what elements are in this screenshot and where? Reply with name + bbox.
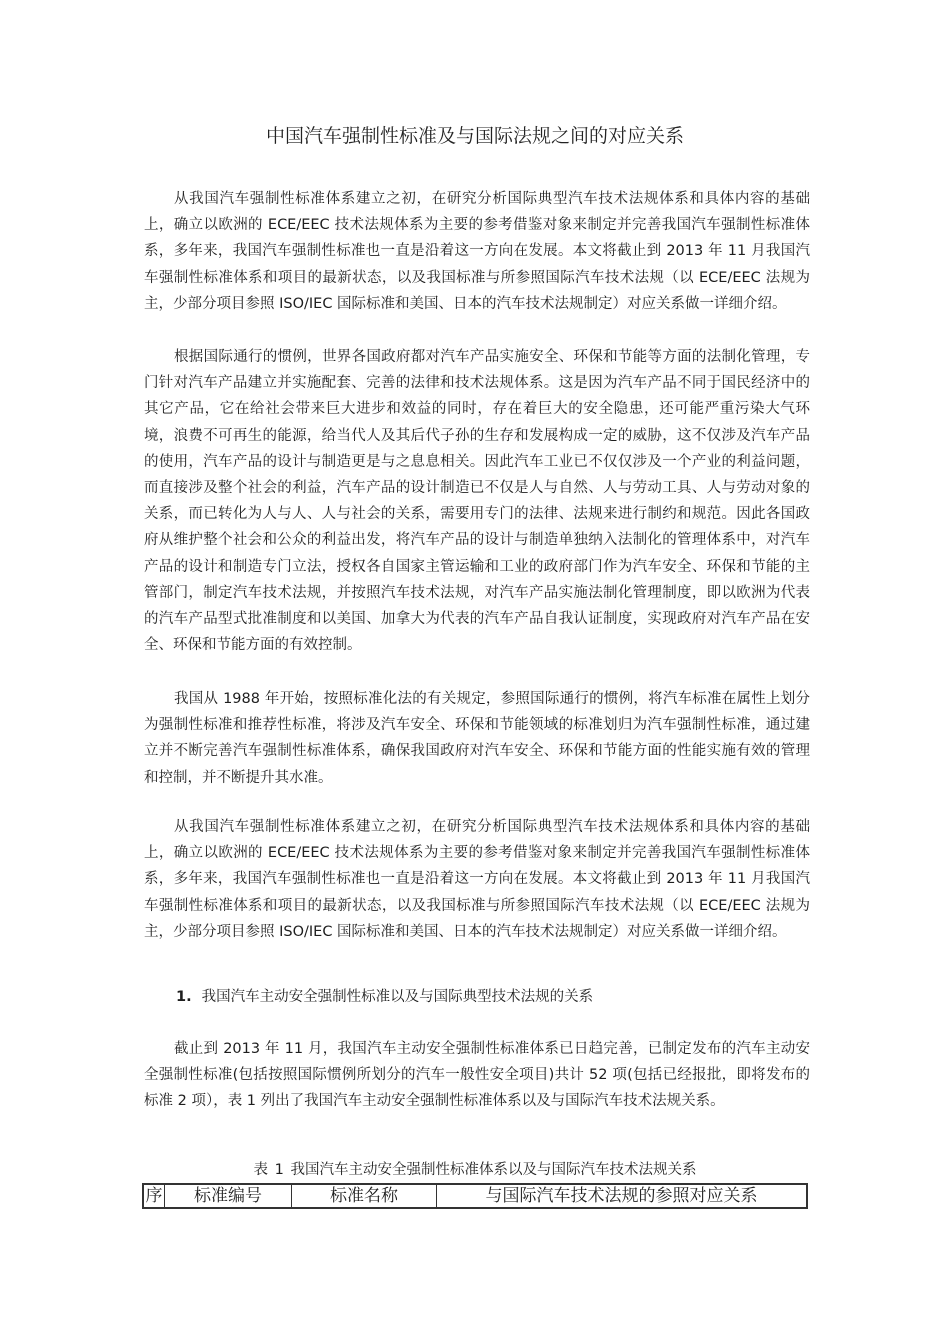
- section-heading-text: 我国汽车主动安全强制性标准以及与国际典型技术法规的关系: [201, 989, 594, 1005]
- table-header-cell: 标准名称: [292, 1184, 437, 1208]
- table-header-cell: 序: [143, 1184, 165, 1208]
- standards-table: [142, 1183, 808, 1209]
- history-paragraph: 我国从 1988 年开始，按照标准化法的有关规定，参照国际通行的惯例，将汽车标准在属性上划分为强制性标准和推荐性标准，将涉及汽车安全、环保和节能领域的标准划归为汽车强制性标准，通过建立并不断完善汽车强制性标准体系，确保我国政府对汽车安全、环保和节能方面的性能实施有效的管理和控制，并不断提升其水准。: [144, 691, 810, 786]
- table-header-row: [143, 1184, 807, 1208]
- intro-paragraph: 从我国汽车强制性标准体系建立之初，在研究分析国际典型汽车技术法规体系和具体内容的基础上，确立以欧洲的 ECE/EEC 技术法规体系为主要的参考借鉴对象来制定并完善我国汽车强制性标准体系，多年来，我国汽车强制性标准也一直是沿着这一方向在发展。本文将截止到 2013 年 11 月我国汽车强制性标准体系和项目的最新状态，以及我国标准与所参照国际汽车技术法规（以 ECE/EEC 法规为主，少部分项目参照 ISO/IEC 国际标准和美国、日本的汽车技术法规制定）对应关系做一详细介绍。: [144, 191, 810, 312]
- section-number: 1.: [176, 989, 192, 1005]
- document-title: 中国汽车强制性标准及与国际法规之间的对应关系: [265, 125, 684, 147]
- section-heading: [176, 984, 816, 1010]
- table-caption: 表 1 我国汽车主动安全强制性标准体系以及与国际汽车技术法规关系: [253, 1162, 697, 1178]
- table-header-cell: 标准编号: [165, 1184, 292, 1208]
- repeated-intro-paragraph: 从我国汽车强制性标准体系建立之初，在研究分析国际典型汽车技术法规体系和具体内容的基础上，确立以欧洲的 ECE/EEC 技术法规体系为主要的参考借鉴对象来制定并完善我国汽车强制性标准体系，多年来，我国汽车强制性标准也一直是沿着这一方向在发展。本文将截止到 2013 年 11 月我国汽车强制性标准体系和项目的最新状态，以及我国标准与所参照国际汽车技术法规（以 ECE/EEC 法规为主，少部分项目参照 ISO/IEC 国际标准和美国、日本的汽车技术法规制定）对应关系做一详细介绍。: [144, 819, 810, 940]
- background-paragraph: 根据国际通行的惯例，世界各国政府都对汽车产品实施安全、环保和节能等方面的法制化管理，专门针对汽车产品建立并实施配套、完善的法律和技术法规体系。这是因为汽车产品不同于国民经济中的其它产品，它在给社会带来巨大进步和效益的同时，存在着巨大的安全隐患，还可能严重污染大气环境，浪费不可再生的能源，给当代人及其后代子孙的生存和发展构成一定的威胁，这不仅涉及汽车产品的使用，汽车产品的设计与制造更是与之息息相关。因此汽车工业已不仅仅涉及一个产业的利益问题，而直接涉及整个社会的利益，汽车产品的设计制造已不仅是人与自然、人与劳动工具、人与劳动对象的关系，而已转化为人与人、人与社会的关系，需要用专门的法律、法规来进行制约和规范。因此各国政府从维护整个社会和公众的利益出发，将汽车产品的设计与制造单独纳入法制化的管理体系中，对汽车产品的设计和制造专门立法，授权各自国家主管运输和工业的政府部门作为汽车安全、环保和节能的主管部门，制定汽车技术法规，并按照汽车技术法规，对汽车产品实施法制化管理制度，即以欧洲为代表的汽车产品型式批准制度和以美国、加拿大为代表的汽车产品自我认证制度，实现政府对汽车产品在安全、环保和节能方面的有效控制。: [144, 349, 810, 654]
- table-header-cell: 与国际汽车技术法规的参照对应关系: [485, 1186, 758, 1206]
- section-paragraph: 截止到 2013 年 11 月，我国汽车主动安全强制性标准体系已日趋完善，已制定发布的汽车主动安全强制性标准(包括按照国际惯例所划分的汽车一般性安全项目)共计 52 项(包括已经报批，即将发布的标准 2 项），表 1 列出了我国汽车主动安全强制性标准体系以及与国际汽车技术法规关系。: [144, 1041, 810, 1110]
